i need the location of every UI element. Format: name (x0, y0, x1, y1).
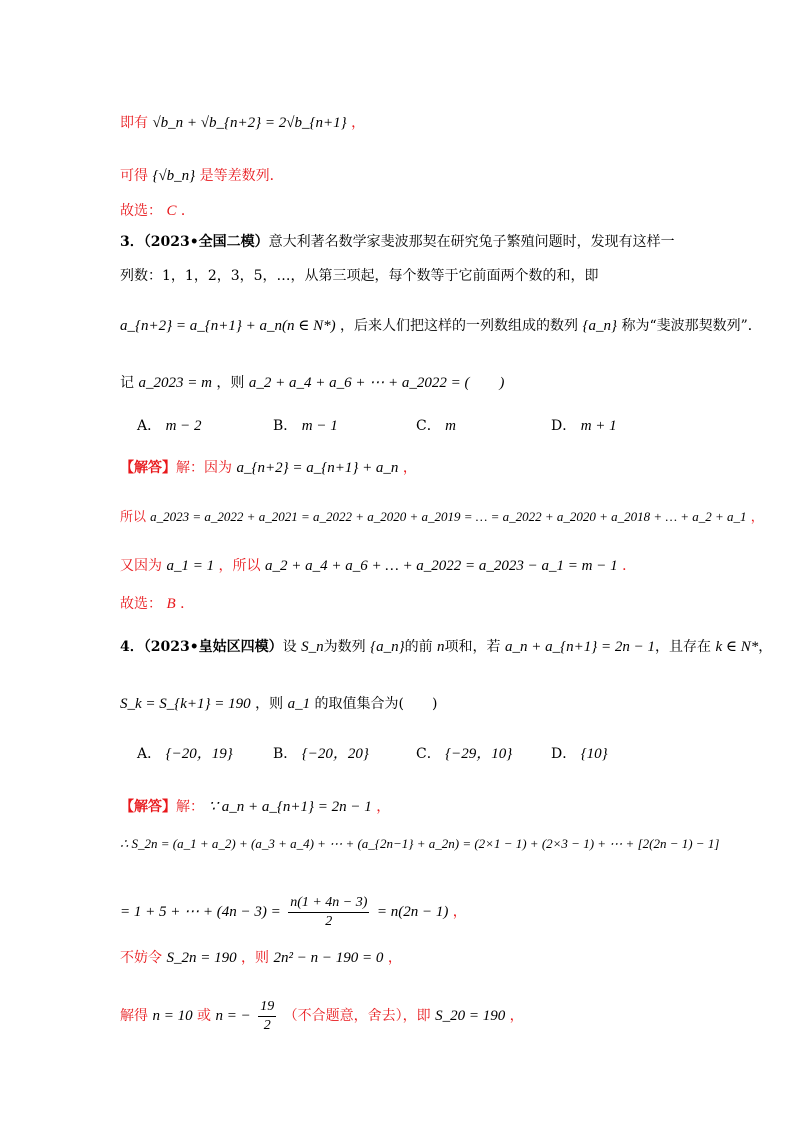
option-value: m (445, 418, 457, 434)
answer-letter: B (166, 596, 176, 612)
formula: S_k = S_{k+1} = 190 (120, 696, 251, 712)
formula: = 1 + 5 + ⋯ + (4n − 3) = (120, 904, 281, 920)
text: ． (180, 596, 195, 612)
formula: {a_n} (582, 318, 617, 334)
text: 项和，若 (444, 639, 501, 655)
answer-line (120, 201, 195, 221)
formula: a_n + a_{n+1} = 2n − 1 (504, 639, 655, 655)
text: 的前 (404, 639, 433, 655)
q4-option-b (273, 744, 369, 764)
text: 设 (282, 639, 297, 655)
q3-line-3 (120, 316, 762, 336)
option-label: A． (137, 418, 162, 434)
q4-option-a (137, 744, 233, 764)
formula: {√b_n} (152, 168, 196, 184)
text: 又因为 (120, 558, 162, 574)
fraction-denominator: 2 (263, 1017, 271, 1033)
formula: {a_n} (370, 639, 405, 655)
formula: a_2 + a_4 + a_6 + ⋯ + a_2022 = ( ) (248, 375, 505, 391)
q4-answer-4 (120, 948, 402, 968)
option-label: B． (273, 746, 298, 762)
text: ，则 (241, 950, 270, 966)
q3-option-d (551, 416, 617, 436)
answer-letter: C (166, 203, 177, 219)
text: ， (376, 799, 391, 815)
formula: a_{n+2} = a_{n+1} + a_n (236, 460, 399, 476)
text: （不合题意，舍去），即 (283, 1008, 431, 1024)
question-source: （2023•全国二模） (143, 234, 269, 250)
q3-line-1 (120, 232, 675, 252)
formula: a_{n+2} = a_{n+1} + a_n(n ∈ N*) (120, 318, 336, 334)
question-text: 意大利著名数学家斐波那契在研究兔子繁殖问题时，发现有这样一 (268, 234, 675, 250)
q4-answer-5 (120, 996, 524, 1036)
q4-answer-3 (120, 892, 467, 932)
text: ， (402, 460, 417, 476)
formula: n (437, 639, 445, 655)
formula: √b_n + √b_{n+2} = 2√b_{n+1} (152, 115, 347, 131)
formula: k ∈ N* (715, 639, 759, 655)
text: 所以 (120, 510, 147, 525)
formula: n = − (215, 1008, 251, 1024)
q3-line-2 (120, 266, 599, 286)
option-value: {10} (580, 746, 608, 762)
text: 或 (197, 1008, 212, 1024)
option-value: m − 2 (165, 418, 202, 434)
formula: a_2 + a_4 + a_6 + … + a_2022 = a_2023 − a_1 = m − 1 (264, 558, 618, 574)
option-value: {−29，10} (445, 746, 513, 762)
text: ， (509, 1008, 524, 1024)
solution-line-2 (120, 166, 284, 186)
text: ． (622, 558, 637, 574)
text: 是等差数列． (199, 168, 284, 184)
option-label: D． (551, 418, 577, 434)
q4-answer-2 (120, 834, 719, 855)
q4-line-2 (120, 694, 437, 714)
question-text: ，后来人们把这样的一列数组成的数列 (340, 318, 579, 334)
q3-option-a (137, 416, 202, 436)
fraction-denominator: 2 (325, 913, 333, 929)
text: ， (758, 639, 773, 655)
text: 可得 (120, 168, 148, 184)
q3-line-4 (120, 373, 504, 393)
text: ，所以 (218, 558, 261, 574)
question-text: 记 (120, 375, 134, 391)
question-source: （2023•皇姑区四模） (143, 639, 283, 655)
option-value: m − 1 (301, 418, 338, 434)
q4-line-1 (120, 637, 772, 657)
q4-option-d (551, 744, 608, 764)
option-label: C． (416, 418, 441, 434)
formula: a_1 (287, 696, 311, 712)
text: ， (452, 904, 467, 920)
fraction (288, 894, 369, 931)
q3-answer-2 (120, 507, 764, 528)
question-text: ，则 (216, 375, 245, 391)
q4-answer-1 (120, 797, 390, 817)
formula: S_20 = 190 (435, 1008, 506, 1024)
question-text: 称为“斐波那契数列”． (621, 318, 762, 334)
option-label: A． (137, 746, 162, 762)
text: 解：因为 (176, 460, 232, 476)
option-label: C． (416, 746, 441, 762)
q3-option-c (416, 416, 456, 436)
fraction (258, 998, 276, 1035)
formula: a_1 = 1 (166, 558, 215, 574)
formula: a_2023 = m (138, 375, 212, 391)
question-number: 4． (120, 639, 144, 655)
formula: ∴ S_2n = (a_1 + a_2) + (a_3 + a_4) + ⋯ + (a_{2n−1} + a_2n) = (2×1 − 1) + (2×3 − 1) + ⋯ + [2(2n − 1) − 1] (120, 836, 720, 851)
solution-line-1 (120, 113, 365, 133)
question-text: 列数：1，1，2，3，5，…，从第三项起，每个数等于它前面两个数的和，即 (120, 268, 599, 284)
formula: = n(2n − 1) (376, 904, 449, 920)
formula: n = 10 (152, 1008, 193, 1024)
text: 的取值集合为( ) (314, 696, 438, 712)
answer-tag: 【解答】 (120, 799, 176, 815)
q3-answer-1 (120, 458, 417, 478)
text: 解得 (120, 1008, 148, 1024)
fraction-numerator: 19 (258, 998, 276, 1017)
formula: ∵ a_n + a_{n+1} = 2n − 1 (208, 799, 372, 815)
formula: a_2023 = a_2022 + a_2021 = a_2022 + a_2020 + a_2019 = … = a_2022 + a_2020 + a_2018 + … + a_2 + a_1 (150, 509, 747, 524)
text: 不妨令 (120, 950, 162, 966)
formula: S_n (301, 639, 324, 655)
q3-choice (120, 594, 194, 614)
option-label: B． (273, 418, 298, 434)
text: ， (387, 950, 402, 966)
text: ， (750, 510, 764, 525)
q4-option-c (416, 744, 512, 764)
q3-answer-3 (120, 556, 636, 576)
question-number: 3． (120, 234, 144, 250)
option-label: D． (551, 746, 577, 762)
text: ， (351, 115, 366, 131)
text: 故选： (120, 596, 162, 612)
text: ，且存在 (654, 639, 711, 655)
fraction-numerator: n(1 + 4n − 3) (288, 894, 369, 913)
q3-option-b (273, 416, 338, 436)
option-value: m + 1 (580, 418, 617, 434)
text: 即有 (120, 115, 148, 131)
text: ，则 (255, 696, 284, 712)
option-value: {−20，19} (165, 746, 233, 762)
text: 为数列 (323, 639, 366, 655)
text: 解： (176, 799, 204, 815)
answer-tag: 【解答】 (120, 460, 176, 476)
option-value: {−20，20} (301, 746, 369, 762)
formula: 2n² − n − 190 = 0 (273, 950, 384, 966)
text: 故选： (120, 203, 162, 219)
formula: S_2n = 190 (166, 950, 237, 966)
text: ． (180, 203, 195, 219)
